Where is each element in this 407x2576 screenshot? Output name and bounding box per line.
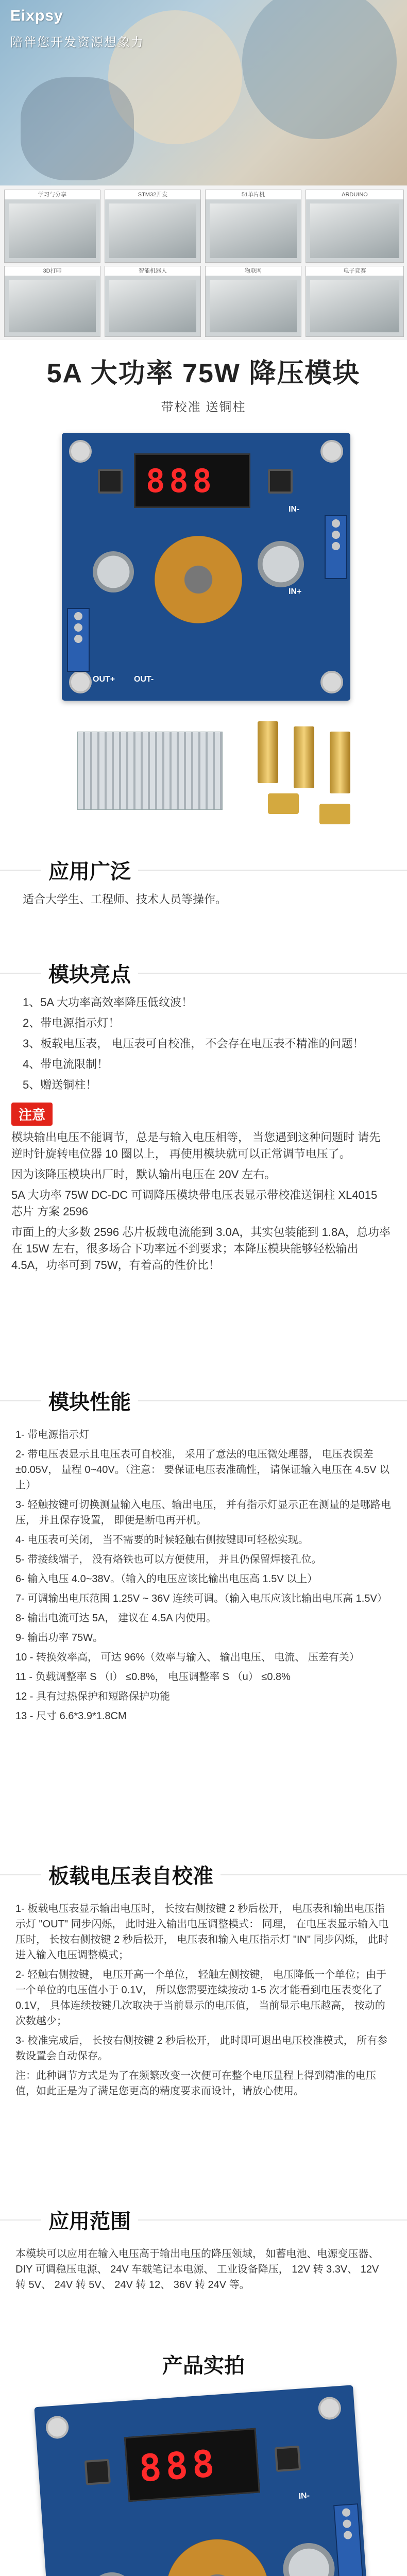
label-in-plus: IN+ — [289, 587, 302, 596]
param-item: 5- 带接线端子， 没有烙铁也可以方便使用， 并且仍保留焊接孔位。 — [15, 1554, 322, 1565]
mount-hole — [320, 671, 343, 693]
capacitor — [281, 2541, 336, 2576]
param-item: 1- 带电源指示灯 — [15, 1429, 90, 1440]
mount-hole — [45, 2415, 70, 2439]
copper-standoff — [258, 721, 278, 783]
param-item: 13 - 尺寸 6.6*3.9*1.8CM — [15, 1710, 127, 1722]
notice-badge: 注意 — [11, 1103, 53, 1126]
notice-paragraph: 因为该降压模块出厂时，默认输出电压在 20V 左右。 — [11, 1168, 276, 1181]
scenario-photo — [205, 190, 301, 263]
notice-paragraph: 市面上的大多数 2596 芯片板载电流能到 3.0A，其实包装能到 1.8A，总功率在 15W 左右，很多场合下功率远不到要求；本降压模块能够轻松输出 4.5A，功率可到 75W，有着高的性价比！ — [11, 1226, 391, 1272]
scenario-photo — [105, 190, 201, 263]
section-title: 产品实拍 — [155, 2349, 252, 2379]
calibrate-paragraph: 1- 板载电压表显示输出电压时， 长按右侧按键 2 秒后松开， 电压表和输出电压指示灯 "OUT" 同步闪烁， 此时进入输出电压调整模式： 同理， 在电压表显示输入电压时， 长按右侧按键 2 秒后松开， 电压表和输入电压指示灯 "IN" 同步闪烁， 此时进入输入电压调整模式； — [15, 1903, 389, 1961]
notice-text — [11, 1129, 392, 1278]
display-reading: 888 — [146, 462, 216, 500]
calibrate-paragraph: 注：此种调节方式是为了在频繁改变一次便可在整个电压量程上得到精准的电压值，如此正是为了满足您更高的精度要求而设计，请放心使用。 — [15, 2070, 376, 2097]
apply-paragraph: 适合大学生、工程师、技术人员等操作。 — [23, 893, 227, 906]
mount-hole — [69, 671, 92, 693]
copper-standoff — [294, 726, 314, 788]
section-title: 模块亮点 — [41, 958, 138, 988]
section-title: 应用广泛 — [41, 855, 138, 885]
photo-caption: 学习与分享 — [5, 190, 100, 199]
inductor — [155, 536, 242, 623]
hero-decoration — [242, 0, 397, 139]
scenario-photo — [105, 266, 201, 337]
hero-banner — [0, 0, 407, 185]
photo-caption: STM32开发 — [105, 190, 200, 199]
photo-caption: 智能机器人 — [105, 266, 200, 276]
notice-paragraph: 5A 大功率 75W DC-DC 可调降压模块带电压表显示带校准送铜柱 XL4015 芯片 方案 2596 — [11, 1189, 378, 1218]
param-item: 7- 可调输出电压范围 1.25V ~ 36V 连续可调。（输入电压应该比输出电压高 1.5V） — [15, 1593, 387, 1604]
mount-hole — [320, 440, 343, 463]
apply-text — [23, 891, 384, 912]
calibrate-text — [15, 1901, 392, 2103]
section-title: 板载电压表自校准 — [41, 1860, 221, 1889]
params-list — [15, 1427, 392, 1728]
feature-item: 4、带电流限制！ — [23, 1058, 109, 1071]
brand-logo: Eixpsy — [10, 7, 63, 24]
display-reading: 888 — [138, 2441, 220, 2490]
label-out-minus: OUT- — [134, 675, 154, 684]
range-text — [15, 2246, 392, 2297]
param-item: 12 - 具有过热保护和短路保护功能 — [15, 1691, 171, 1702]
photo-caption: 51单片机 — [206, 190, 301, 199]
mount-hole — [69, 440, 92, 463]
notice-paragraph: 模块输出电压不能调节，总是与输入电压相等， 当您遇到这种问题时 请先逆时针旋转电位器 10 圈以上， 再使用模块就可以正常调节电压了。 — [11, 1131, 381, 1160]
param-item: 6- 输入电压 4.0~38V。（输入的电压应该比输出电压高 1.5V 以上） — [15, 1573, 318, 1585]
hex-nut — [319, 804, 350, 824]
input-terminal — [333, 2503, 363, 2576]
page-subtitle: 带校准 送铜柱 — [161, 400, 246, 414]
hex-nut — [268, 793, 299, 814]
param-item: 11 - 负载调整率 S （I） ≤0.8%， 电压调整率 S （u） ≤0.8% — [15, 1671, 291, 1683]
photo-caption: ARDUINO — [306, 190, 403, 199]
calibrate-paragraph: 3- 校准完成后， 长按右侧按键 2 秒后松开， 此时即可退出电压校准模式， 所有参数设置会自动保存。 — [15, 2035, 388, 2062]
section-title: 应用范围 — [41, 2205, 138, 2234]
param-item: 8- 输出电流可达 5A， 建议在 4.5A 内使用。 — [15, 1613, 217, 1624]
heatsink — [77, 732, 223, 810]
capacitor — [87, 2571, 137, 2576]
left-button — [84, 2459, 111, 2485]
feature-item: 2、带电源指示灯！ — [23, 1016, 120, 1029]
section-title: 模块性能 — [41, 1386, 138, 1415]
feature-item: 5、赠送铜柱！ — [23, 1078, 97, 1091]
output-terminal — [67, 608, 90, 672]
voltage-display — [134, 453, 250, 508]
mount-hole — [317, 2396, 342, 2420]
hero-decoration — [21, 77, 134, 180]
scenario-photo-grid — [0, 185, 407, 340]
calibrate-paragraph: 2- 轻触右侧按键， 电压开高一个单位， 轻触左侧按键， 电压降低一个单位；由于一个单位的电压值小于 0.1V， 所以您需要连续按动 1-5 次才能看到电压表变化了 0.1V， 具体连续按键几次取决于当前显示的电压值， 当前显示电压越高， 按动的次数越少； — [15, 1969, 387, 2027]
copper-standoff — [330, 732, 350, 793]
label-in-minus: IN- — [289, 505, 300, 514]
photo-caption: 3D打印 — [5, 266, 100, 276]
feature-item: 3、板载电压表， 电压表可自校准， 不会存在电压表不精准的问题！ — [23, 1037, 364, 1050]
range-paragraph: 本模块可以应用在输入电压高于输出电压的降压领域， 如蓄电池、电源变压器、 DIY 可调稳压电源、 24V 车载笔记本电源、 工业设备降压， 12V 转 3.3V、 12V 转 5V、 24V 转 5V、 24V 转 12、 36V 转 24V 等。 — [15, 2248, 379, 2291]
scenario-photo — [306, 190, 404, 263]
scenario-photo — [4, 266, 100, 337]
scenario-photo — [306, 266, 404, 337]
photo-caption: 电子竞赛 — [306, 266, 403, 276]
label-out-plus: OUT+ — [93, 675, 115, 684]
param-item: 4- 电压表可关闭， 当不需要的时候轻触右侧按键即可轻松实现。 — [15, 1534, 309, 1546]
scenario-photo — [205, 266, 301, 337]
label-in-minus: IN- — [298, 2491, 310, 2501]
param-item: 9- 输出功率 75W。 — [15, 1632, 104, 1643]
product-photo — [34, 2385, 378, 2576]
param-item: 2- 带电压表显示且电压表可自校准， 采用了意法的电压微处理器， 电压表误差 ±0.05V， 量程 0~40V。（注意： 要保证电压表准确性， 请保证输入电压在 4.5V 以上） — [15, 1449, 390, 1491]
input-terminal — [325, 515, 347, 579]
page-title: 5A 大功率 75W 降压模块 — [46, 359, 361, 388]
photo-caption: 物联网 — [206, 266, 301, 276]
feature-item: 1、5A 大功率高效率降压低纹波！ — [23, 996, 193, 1009]
voltage-display — [124, 2428, 260, 2502]
inductor — [162, 2536, 272, 2576]
capacitor — [93, 551, 134, 592]
param-item: 10 - 转换效率高， 可达 96%（效率与输入、 输出电压、 电流、 压差有关） — [15, 1652, 360, 1663]
features-list — [23, 994, 384, 1097]
param-item: 3- 轻触按键可切换测量输入电压、输出电压， 并有指示灯显示正在测量的是哪路电压， 并且保存设置， 即便是断电再开机。 — [15, 1499, 391, 1526]
right-button — [268, 469, 293, 494]
capacitor — [258, 541, 304, 587]
right-button — [275, 2446, 301, 2472]
hero-slogan: 陪伴您开发资源想象力 — [10, 36, 144, 49]
scenario-photo — [4, 190, 100, 263]
module-photo — [62, 433, 350, 701]
left-button — [98, 469, 123, 494]
